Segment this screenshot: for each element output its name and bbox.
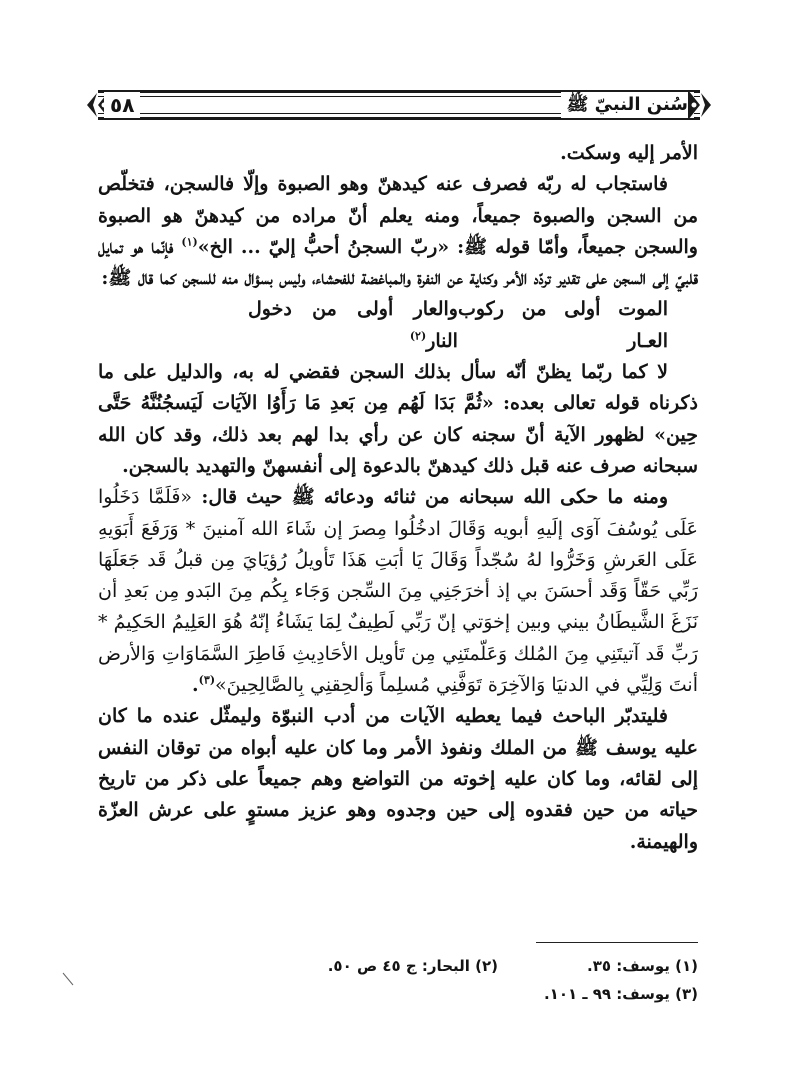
footnote-row-2 <box>98 980 698 1008</box>
page-header <box>84 87 714 123</box>
footnote-row-1 <box>98 952 698 980</box>
footnote-2: (٢) البحار: ج ٤٥ ص ٥٠. <box>327 957 498 975</box>
paragraph-2 <box>98 169 698 294</box>
paragraph-4-end: . <box>192 674 199 697</box>
paragraph-2-text: فاستجاب له ربّه فصرف عنه كيدهنّ وهو الصبوة وإلّا فالسجن، فتخلّص من السجن والصبوة جميعاً، ومنه يعلم أنّ مراده من كيدهنّ هو الصبوة والسجن جميعاً، وأمّا قوله ﷺ: «ربّ السجنُ أحبُّ إليّ ... الخ» <box>98 173 698 258</box>
body-text <box>98 138 698 858</box>
verse-first-hemistich: الموت أولى من ركوب العـار <box>457 298 668 352</box>
paragraph-4 <box>98 482 698 701</box>
poetry-verse <box>98 294 698 357</box>
page-number: ٥٨ <box>104 92 140 118</box>
paragraph-3: لا كما ربّما يظنّ أنّه سأل بذلك السجن فقضي له به، والدليل على ما ذكرناه قوله تعالى بعده: «ثُمَّ بَدَا لَهُم مِن بَعدِ مَا رَأَوُا الآيَات لَيَسجُنُنَّهُ حَتَّى حِين» لظهور الآية أنّ سجنه كان عن رأي بدا لهم بعد ذلك، وقد كان الله سبحانه صرف عنه قبل ذلك كيدهنّ بالدعوة إلى أنفسهنّ والتهديد بالسجن. <box>98 361 698 477</box>
paragraph-2-tail: فإنّما هو تمايل قلبيّ إلى السجن على تقدير تردّد الأمر وكناية عن النفرة والمباغضة للفحشاء، وليس بسؤال منه للسجن كما قال ﷺ: <box>98 235 698 290</box>
margin-mark-icon <box>62 972 74 986</box>
paragraph-4-lead: ومنه ما حكى الله سبحانه من ثنائه ودعائه ﷺ حيث قال: <box>192 486 668 509</box>
running-title: سُنن النبيّ ﷺ <box>561 92 694 118</box>
quran-quote: «فَلَمَّا دَخَلُوا عَلَى يُوسُفَ آوَى إلَيهِ أبويه وَقَالَ ادخُلُوا مِصرَ إن شَاءَ الله آمنينَ * وَرَفَعَ أَبَوَيهِ عَلَى العَرشِ وَخَرُّوا لهُ سُجّداً وَقَالَ يَا أبَتِ هَذَا تَأويلُ رُؤيَايَ مِن قبلُ قَد جَعَلَهَا رَبِّي حَقّاً وَقَد أحسَنَ بي إذ أخرَجَنِي مِنَ السِّجن وَجَاء بِكُم مِنَ البَدو مِن بَعدِ أن نَزَغَ الشَّيطَانُ بيني وبين إخوَتي إنّ رَبِّي لَطِيفٌ لِمَا يَشَاءُ إنّهُ هُوَ العَلِيمُ الحَكِيمُ * رَبِّ قَد آتيتَنِي مِنَ المُلك وَعَلّمتَنِي مِن تَأويل الأحَادِيثِ فَاطِرَ السَّمَاوَاتِ وَالأرض أنتَ وَلِيِّي في الدنيَا وَالآخِرَة تَوَفَّنِي مُسلِماً وَألحِقنِي بِالصَّالِحِينَ» <box>98 486 699 697</box>
footnote-1: (١) يوسف: ٣٥. <box>587 957 698 975</box>
paragraph-1: الأمر إليه وسكت. <box>560 142 698 164</box>
paragraph-5: فليتدبّر الباحث فيما يعطيه الآيات من أدب النبوّة وليمثّل عنده ما كان عليه يوسف ﷺ من الملك ونفوذ الأمر وما كان عليه أبواه من توقان النفس إلى لقائه، وما كان عليه إخوته من التواضع وهم جميعاً على ذكر من تاريخ حياته من حين فقدوه إلى حين وجدوه وهو عزيز مستوٍ على عرش العزّة والهيمنة. <box>98 705 698 853</box>
footnote-ref-3: (٣) <box>198 673 216 687</box>
footnote-ref-1: (١) <box>181 235 198 249</box>
verse-second-hemistich <box>248 294 458 357</box>
verse-second-hemistich-text: والعار أولى من دخول النار <box>248 298 458 352</box>
footnote-ref-2: (٢) <box>409 329 427 343</box>
ornament-right-icon <box>686 87 714 123</box>
footnote-3: (٣) يوسف: ٩٩ ـ ١٠١. <box>543 985 698 1003</box>
footnotes <box>98 952 698 1008</box>
footnote-divider <box>536 942 698 943</box>
